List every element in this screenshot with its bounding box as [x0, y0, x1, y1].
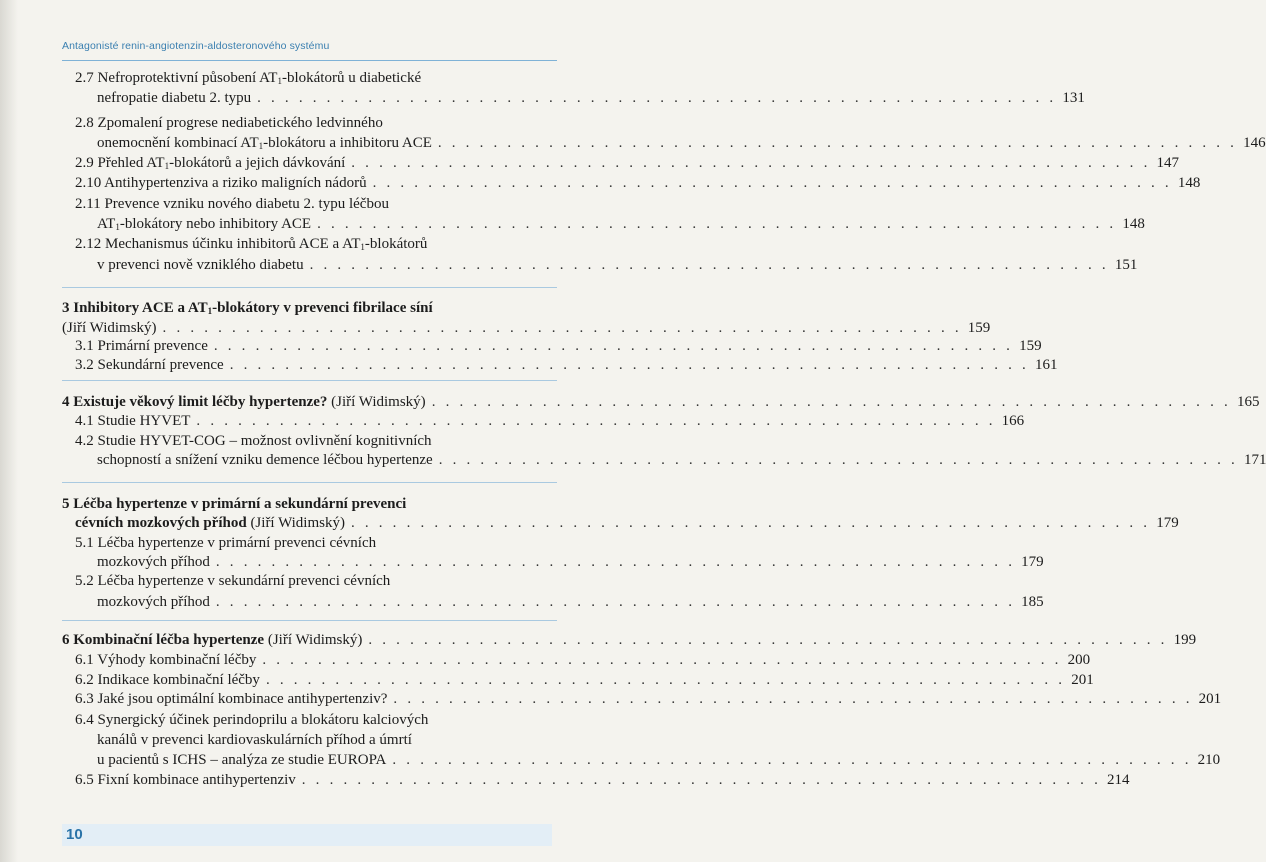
dot-leader: . . . . . . . . . . . . . . . . . . . . . . . . . . . . . . . . . . . . . . . . . . . . . . . . . . . . . . . . . . — [438, 452, 1238, 468]
toc-entry-text: 2.7 Nefroprotektivní působení AT — [75, 70, 278, 86]
page-ref: 148 — [1177, 175, 1201, 191]
toc-entry-2-12-cont — [97, 255, 1138, 275]
page-ref: 201 — [1071, 672, 1094, 688]
dot-leader: . . . . . . . . . . . . . . . . . . . . . . . . . . . . . . . . . . . . . . . . . . . . . . . . . . . . . . . . . . — [317, 216, 1117, 232]
toc-entry-6-3 — [75, 689, 1222, 709]
toc-entry-text: -blokátorů u diabetické — [281, 70, 422, 86]
toc-entry-text: 2.10 Antihypertenziva a riziko maligních nádorů — [75, 175, 367, 191]
page-ref: 185 — [1021, 594, 1044, 610]
dot-leader: . . . . . . . . . . . . . . . . . . . . . . . . . . . . . . . . . . . . . . . . . . . . . . . . . . . . . . . . . . — [301, 772, 1102, 788]
dot-leader: . . . . . . . . . . . . . . . . . . . . . . . . . . . . . . . . . . . . . . . . . . . . . . . . . . . . . . . . . . — [431, 394, 1231, 410]
section-divider — [62, 482, 557, 483]
page-ref: 179 — [1156, 515, 1179, 531]
toc-entry-4-2-cont — [97, 450, 1266, 470]
toc-entry-6-1 — [75, 650, 1091, 670]
toc-entry-text: v prevenci nově vzniklého diabetu — [97, 257, 304, 273]
toc-entry-text: onemocnění kombinací $AT_1$-blokátoru a inhibitoru ACE — [97, 135, 432, 151]
toc-entry-2-11-cont — [97, 214, 1145, 234]
page-ref: 199 — [1173, 632, 1197, 648]
toc-entry-2-10 — [75, 173, 1201, 193]
toc-entry-2-8: 2.8 Zpomalení progrese nediabetického ledvinného — [75, 115, 383, 131]
toc-entry-text: mozkových příhod — [97, 594, 210, 610]
dot-leader: . . . . . . . . . . . . . . . . . . . . . . . . . . . . . . . . . . . . . . . . . . . . . . . . . . . . . . . . . . — [437, 135, 1238, 151]
page-ref: 166 — [1001, 413, 1025, 429]
author-credit: (Jiří Widimský) — [62, 320, 157, 336]
page-ref: 179 — [1021, 554, 1044, 570]
toc-entry-text: 6.5 Fixní kombinace antihypertenziv — [75, 772, 296, 788]
toc-entry-6-5 — [75, 770, 1130, 790]
page-ref: 161 — [1034, 357, 1058, 373]
footer-band — [62, 824, 552, 846]
dot-leader: . . . . . . . . . . . . . . . . . . . . . . . . . . . . . . . . . . . . . . . . . . . . . . . . . . . . . . . . . . — [350, 515, 1151, 531]
toc-entry-6-4: 6.4 Synergický účinek perindoprilu a blokátoru kalciových — [75, 712, 429, 728]
toc-entry-text: 6.1 Výhody kombinační léčby — [75, 652, 257, 668]
toc-entry-2-8-cont — [97, 133, 1266, 153]
dot-leader: . . . . . . . . . . . . . . . . . . . . . . . . . . . . . . . . . . . . . . . . . . . . . . . . . . . . . . . . . . — [229, 357, 1029, 373]
section-divider — [62, 380, 557, 381]
toc-entry-text: nefropatie diabetu 2. typu — [97, 90, 252, 106]
dot-leader: . . . . . . . . . . . . . . . . . . . . . . . . . . . . . . . . . . . . . . . . . . . . . . . . . . . . . . . . . . — [393, 691, 1193, 707]
dot-leader: . . . . . . . . . . . . . . . . . . . . . . . . . . . . . . . . . . . . . . . . . . . . . . . . . . . . . . . . . . — [215, 554, 1016, 570]
page-ref: 148 — [1122, 216, 1145, 232]
toc-entry-text: 6.3 Jaké jsou optimální kombinace antihypertenziv? — [75, 691, 388, 707]
page-number: 10 — [66, 826, 83, 843]
toc-entry-5-1: 5.1 Léčba hypertenze v primární prevenci cévních — [75, 535, 377, 551]
dot-leader: . . . . . . . . . . . . . . . . . . . . . . . . . . . . . . . . . . . . . . . . . . . . . . . . . . . . . . . . . . — [213, 338, 1014, 354]
running-head: Antagonisté renin-angiotenzin-aldosteronového systému — [62, 40, 330, 52]
toc-entry-6-2 — [75, 670, 1094, 690]
page-ref: 131 — [1062, 90, 1085, 106]
toc-entry-5-1-cont — [97, 552, 1044, 572]
toc-entry-2-12: 2.12 Mechanismus účinku inhibitorů ACE a $AT_1$-blokátorů — [75, 236, 428, 252]
dot-leader: . . . . . . . . . . . . . . . . . . . . . . . . . . . . . . . . . . . . . . . . . . . . . . . . . . . . . . . . . . — [262, 652, 1062, 668]
toc-entry-2-11: 2.11 Prevence vzniku nového diabetu 2. typu léčbou — [75, 196, 389, 212]
chapter-4-title — [62, 392, 1260, 412]
toc-entry-text: mozkových příhod — [97, 554, 210, 570]
dot-leader: . . . . . . . . . . . . . . . . . . . . . . . . . . . . . . . . . . . . . . . . . . . . . . . . . . . . . . . . . . — [162, 320, 962, 336]
page-ref: 159 — [967, 320, 991, 336]
chapter-5-title: 5 Léčba hypertenze v primární a sekundární prevenci — [62, 496, 407, 512]
toc-entry-2-9 — [75, 153, 1180, 173]
toc-entry-text: 6 Kombinační léčba hypertenze (Jiří Widimský) — [62, 632, 363, 648]
dot-leader: . . . . . . . . . . . . . . . . . . . . . . . . . . . . . . . . . . . . . . . . . . . . . . . . . . . . . . . . . . — [372, 175, 1172, 191]
dot-leader: . . . . . . . . . . . . . . . . . . . . . . . . . . . . . . . . . . . . . . . . . . . . . . . . . . . . . . . . . . — [351, 155, 1151, 171]
toc-entry-text: $AT_1$-blokátory nebo inhibitory ACE — [97, 216, 312, 232]
toc-entry-text: schopností a snížení vzniku demence léčbou hypertenze — [97, 452, 433, 468]
toc-entry-2-7 — [75, 68, 421, 88]
toc-entry-5-2-cont — [97, 592, 1044, 612]
toc-entry-text: 4.1 Studie HYVET — [75, 413, 191, 429]
toc-entry-3-2 — [75, 355, 1058, 375]
dot-leader: . . . . . . . . . . . . . . . . . . . . . . . . . . . . . . . . . . . . . . . . . . . . . . . . . . . . . . . . . . — [196, 413, 996, 429]
section-divider — [62, 287, 557, 288]
dot-leader: . . . . . . . . . . . . . . . . . . . . . . . . . . . . . . . . . . . . . . . . . . . . . . . . . . . . . . . . . . — [392, 752, 1192, 768]
toc-entry-4-1 — [75, 411, 1025, 431]
toc-entry-6-4-cont2 — [97, 750, 1221, 770]
page-ref: 210 — [1197, 752, 1221, 768]
dot-leader: . . . . . . . . . . . . . . . . . . . . . . . . . . . . . . . . . . . . . . . . . . . . . . . . . . . . . . . . . . — [368, 632, 1168, 648]
page-ref: 200 — [1067, 652, 1091, 668]
page-ref: 165 — [1236, 394, 1260, 410]
toc-entry-text: 3.2 Sekundární prevence — [75, 357, 224, 373]
chapter-3-title: 3 Inhibitory ACE a $AT_1$-blokátory v prevenci fibrilace síní — [62, 300, 433, 316]
dot-leader: . . . . . . . . . . . . . . . . . . . . . . . . . . . . . . . . . . . . . . . . . . . . . . . . . . . . . . . . . . — [309, 257, 1109, 273]
dot-leader: . . . . . . . . . . . . . . . . . . . . . . . . . . . . . . . . . . . . . . . . . . . . . . . . . . . . . . . . . . — [265, 672, 1066, 688]
page-ref: 147 — [1156, 155, 1180, 171]
dot-leader: . . . . . . . . . . . . . . . . . . . . . . . . . . . . . . . . . . . . . . . . . . . . . . . . . . . . . . . . . . — [215, 594, 1016, 610]
page-ref: 151 — [1114, 257, 1138, 273]
toc-entry-text: cévních mozkových příhod (Jiří Widimský) — [75, 515, 345, 531]
chapter-5-title-cont — [75, 513, 1179, 533]
page-ref: 159 — [1019, 338, 1042, 354]
toc-entry-text: 3.1 Primární prevence — [75, 338, 208, 354]
section-divider — [62, 620, 557, 621]
toc-entry-text: 2.9 Přehled $AT_1$-blokátorů a jejich dávkování — [75, 155, 346, 171]
toc-entry-text: 4 Existuje věkový limit léčby hypertenze? (Jiří Widimský) — [62, 394, 426, 410]
toc-entry-5-2: 5.2 Léčba hypertenze v sekundární prevenci cévních — [75, 573, 391, 589]
page-ref: 146 — [1243, 135, 1266, 151]
page-ref: 201 — [1198, 691, 1222, 707]
header-rule — [62, 60, 557, 61]
toc-entry-text: 6.2 Indikace kombinační léčby — [75, 672, 260, 688]
page-ref: 214 — [1107, 772, 1130, 788]
chapter-6-title — [62, 630, 1197, 650]
page-ref: 171 — [1243, 452, 1266, 468]
page-edge-shadow — [0, 0, 18, 862]
dot-leader: . . . . . . . . . . . . . . . . . . . . . . . . . . . . . . . . . . . . . . . . . . . . . . . . . . . . . . . . . . — [257, 90, 1057, 106]
subscript: 1 — [277, 76, 282, 86]
toc-entry-2-7-cont — [97, 88, 1085, 108]
toc-entry-text: u pacientů s ICHS – analýza ze studie EUROPA — [97, 752, 387, 768]
chapter-3-author — [62, 318, 991, 338]
toc-entry-3-1 — [75, 336, 1042, 356]
toc-entry-4-2: 4.2 Studie HYVET-COG – možnost ovlivnění kognitivních — [75, 433, 432, 449]
toc-entry-6-4-cont: kanálů v prevenci kardiovaskulárních příhod a úmrtí — [97, 732, 412, 748]
